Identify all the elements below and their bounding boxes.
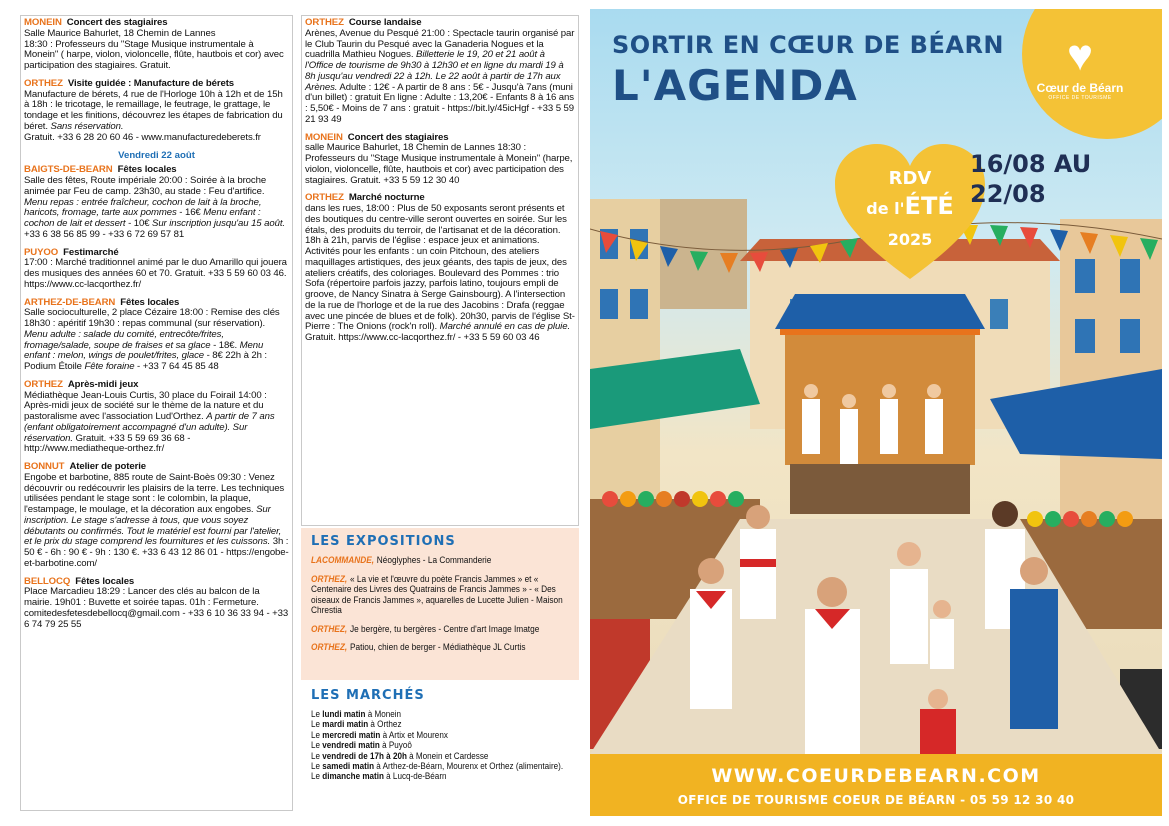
date-line-1: 16/08 AU <box>970 150 1092 178</box>
event-title: Marché nocturne <box>348 192 425 204</box>
event-title: Fêtes locales <box>75 575 135 587</box>
market-day: samedi matin <box>322 761 375 772</box>
market-prefix: Le <box>311 709 323 719</box>
event-city: ORTHEZ <box>305 192 344 204</box>
event-note: Menu enfant : melon, wings de poulet/frites, glace <box>24 339 264 362</box>
rdv-de: de l' <box>866 199 905 218</box>
event-baigts-fetes <box>24 165 289 240</box>
agenda-column-left <box>20 15 293 811</box>
event-bellocq-fetes <box>24 577 289 631</box>
event-text: Salle des fêtes, Route impériale 20:00 : Soirée à la broche animée par Feu de camp. 23h30, au stade : Feu d'artifice. <box>24 175 267 197</box>
heart-icon: ♥ <box>1066 31 1094 80</box>
event-title: Course landaise <box>348 17 422 28</box>
market-place: à Monein et Cardesse <box>406 750 489 761</box>
event-orthez-course-landaise <box>305 18 575 126</box>
event-city: MONEIN <box>24 17 62 28</box>
rdv-ete-badge <box>835 144 985 284</box>
market-prefix: Le <box>311 761 323 772</box>
event-contact: Adulte : 12€ - A partir de 8 ans : 5€ - Jusqu'à 7ans (muni d'un billet) : gratuit En ligne : Adulte : 13,20€ - Enfants 8 à 16 ans : 5,50€ - Moins de 7 ans : gratuit - https://bit.ly/45icHgf - +33 5 59 21 93 49 <box>305 81 574 125</box>
event-text: - 16€ <box>176 207 201 219</box>
market-place: à Lucq-de-Béarn <box>383 771 447 782</box>
event-text: Arènes, Avenue du Pesqué 21:00 : Spectacle taurin organisé par le Club Taurin du Pesqué avec la Ganaderia Nogues et la cuadrilla Mathieu Nogues. <box>305 27 575 61</box>
expo-item <box>311 574 567 616</box>
event-puyoo-festimarche <box>24 248 289 291</box>
event-text: dans les rues, 18:00 : Plus de 50 exposants seront présents et des boutiques du centre-ville seront ouvertes en soirée. Sur les étals, des produits du terroir, de l'artisanat et de la décoration. 18h à 21h, parvis de l'église : espace jeux et animations. Activités pour les enfants : un coin Pitchoun, des ateliers maquillages artistiques, des jeux géants, des tapis de jeux, des ateliers créatifs, des coloriages. Boulevard des Pommes : trio Sofa (répertoire parfois jazzy, parfois latino, toujours empli de groove, de Nancy Sinatra à Serge Gainsbourg). A l'intersection de la rue de l'horloge et de la rue des Jacobins : Drafa (reggae avec une pincée de blues et de folk). 20h30, parvis de l'église St-Pierre : The Onions (rock'n roll). <box>305 203 575 333</box>
market-day: lundi matin <box>322 709 366 719</box>
market-day: mercredi matin <box>322 729 381 740</box>
market-item <box>311 771 571 781</box>
market-item <box>311 709 571 719</box>
event-title: Concert des stagiaires <box>66 17 168 28</box>
market-day: dimanche matin <box>322 771 384 782</box>
expo-city: ORTHEZ, <box>311 573 348 584</box>
event-contact: 3h : 50 € - 6h : 90 € - 9h : 130 €. +33 6 43 12 86 01 - https://engobe-et-barbotine.com/ <box>24 536 289 569</box>
event-orthez-jeux <box>24 380 289 455</box>
poster-footer <box>590 754 1162 816</box>
event-city: MONEIN <box>305 131 343 143</box>
marches-panel <box>301 684 579 814</box>
event-contact: - +33 7 64 45 85 48 <box>134 361 219 372</box>
brand-logo <box>1020 31 1140 101</box>
event-text: Salle socioculturelle, 2 place Cézaire 18:00 : Remise des clés 18h30 : apéritif 19h30 : repas communal (sur réservation). <box>24 307 280 329</box>
event-title: Fêtes locales <box>117 164 177 176</box>
market-item <box>311 719 571 729</box>
event-city: ORTHEZ <box>305 17 344 28</box>
event-contact: Gratuit. +33 5 59 69 36 68 - http://www.mediatheque-orthez.fr/ <box>24 432 191 455</box>
market-place: à Puyoô <box>379 740 412 751</box>
office-contact: OFFICE DE TOURISME COEUR DE BÉARN - 05 59 12 30 40 <box>677 793 1075 807</box>
rdv-label: RDV <box>888 168 932 189</box>
event-note: Marché annulé en cas de pluie. <box>439 321 571 333</box>
agenda-column-middle <box>301 15 579 526</box>
event-orthez-marche-nocturne <box>305 193 575 344</box>
event-title: Visite guidée : Manufacture de bérets <box>67 77 235 89</box>
website-link[interactable]: WWW.COEURDEBEARN.COM <box>711 765 1041 787</box>
event-monein-concert-2 <box>305 133 575 187</box>
expo-city: ORTHEZ, <box>311 623 348 634</box>
event-text: 17:00 : Marché traditionnel animé par le duo Amarillo qui jouera des musiques des années 60 et 70. Gratuit. +33 5 59 60 03 46. https://www.cc-lacqorthez.fr/ <box>24 257 287 290</box>
market-item <box>311 740 571 750</box>
poster-panel <box>590 9 1162 816</box>
marches-title: LES MARCHÉS <box>311 688 425 703</box>
market-prefix: Le <box>311 719 323 730</box>
market-place: à Arthez-de-Béarn, Mourenx et Orthez (alimentaire). <box>374 761 564 772</box>
event-text: - 18€. <box>210 339 238 351</box>
event-note: Fête foraine <box>84 361 135 372</box>
market-prefix: Le <box>311 750 323 761</box>
event-bonnut-poterie <box>24 462 289 570</box>
event-note: Sans réservation. <box>50 120 124 132</box>
expo-city: LACOMMANDE, <box>311 555 375 565</box>
event-city: BONNUT <box>24 461 65 472</box>
event-text: salle Maurice Bahurlet, 18 Chemin de Lannes 18:30 : Professeurs du "Stage Musique instrumentale à Monein" (harpe, violon, violoncelle, flûte, hautbois et cor) avec participation des stagiaires. Gratuit. +33 5 59 12 30 40 <box>305 142 573 186</box>
poster-title: L'AGENDA <box>612 61 858 110</box>
event-note: Menu enfant : cochon de lait et dessert <box>24 207 261 229</box>
market-item <box>311 730 571 740</box>
event-text: Médiathèque Jean-Louis Curtis, 30 place du Foirail 14:00 : Après-midi jeux de société sur le thème de la nature et du pastoralisme avec l'association Lud'Orthez. <box>24 389 267 422</box>
event-note: Billetterie le 19, 20 et 21 août à l'Office de tourisme de 9h30 à 12h30 et en ligne du mardi 19 à 8h jusqu'au vendredi 22 à 12h. Le 22 août à partir de 17h aux Arènes. <box>305 49 564 93</box>
market-prefix: Le <box>311 771 323 782</box>
market-place: à Orthez <box>368 719 402 730</box>
event-text: Engobe et barbotine, 885 route de Saint-Boès 09:30 : Venez découvrir ou redécouvrir les plaisirs de la terre. Les techniques utilisées pendant le stage sont : le colombin, la plaque, l'estampage, le moulage, et la décoration aux engobes. <box>24 471 285 515</box>
event-text: Salle Maurice Bahurlet, 18 Chemin de Lannes <box>24 27 216 39</box>
event-city: PUYOO <box>24 246 59 258</box>
event-monein-concert <box>24 18 289 72</box>
event-text: - 10€ <box>125 218 150 229</box>
market-prefix: Le <box>311 729 323 740</box>
event-note: Menu adulte : salade du comité, entrecôte/frites, fromage/salade, soupe de fraises et sa glace <box>24 328 224 351</box>
date-line-2: 22/08 <box>970 180 1046 208</box>
expo-item <box>311 555 567 566</box>
expo-text: Néoglyphes - La Commanderie <box>376 555 492 565</box>
stage-roof <box>775 294 985 329</box>
event-title: Festimarché <box>63 246 119 258</box>
market-place: à Monein <box>365 709 402 719</box>
rdv-ete: ÉTÉ <box>904 192 954 220</box>
market-day: vendredi matin <box>322 740 380 751</box>
market-prefix: Le <box>311 740 323 751</box>
rdv-ete-label <box>835 192 985 220</box>
event-orthez-berets <box>24 79 289 144</box>
market-day: mardi matin <box>322 719 369 730</box>
date-range <box>970 149 1091 209</box>
event-city: ARTHEZ-DE-BEARN <box>24 296 116 308</box>
event-text: - 8€ 22h à 2h : Podium Étoile <box>24 350 267 372</box>
event-city: BELLOCQ <box>24 575 71 587</box>
event-title: Concert des stagiaires <box>347 131 449 143</box>
expo-text: « La vie et l'œuvre du poète Francis Jammes » et « Centenaire des Livres des Quatrains de Francis Jammes » - « Des oiseaux de Francis Jammes », aquarelles de Lucette Julien - Maison Chrestia <box>311 573 563 615</box>
event-note: Sur inscription. Le stage s'adresse à tous, que vous soyez débutants ou confirmés. Tout le matériel est fourni par l'atelier, et le prix du stage comprend les fournitures et les cuissons. <box>24 504 282 548</box>
market-item <box>311 761 571 771</box>
expo-item <box>311 642 567 653</box>
expositions-title: LES EXPOSITIONS <box>311 534 456 549</box>
event-note: Menu repas : entrée fraîcheur, cochon de lait à la broche, haricots, fromage, tarte aux pommes <box>24 196 262 219</box>
event-contact: Gratuit. https://www.cc-lacqorthez.fr/ - +33 5 59 60 03 46 <box>305 332 540 343</box>
event-note: Sur inscription jusqu'au 15 août. <box>152 218 285 229</box>
event-note: A partir de 7 ans (enfant obligatoirement accompagné d'un adulte). Sur réservation. <box>24 411 275 444</box>
event-text: 18:30 : Professeurs du "Stage Musique instrumentale à Monein" ( harpe, violon, violoncelle, flûte, hautbois et cor) avec participation des stagiaires. Gratuit. <box>24 38 284 71</box>
event-city: ORTHEZ <box>24 77 63 89</box>
event-title: Fêtes locales <box>120 296 180 308</box>
expo-text: Je bergère, tu bergères - Centre d'art Image Imatge <box>349 623 540 634</box>
logo-subtitle: OFFICE DE TOURISME <box>1048 95 1112 101</box>
expo-text: Patiou, chien de berger - Médiathèque JL Curtis <box>349 642 526 652</box>
event-arthez-fetes <box>24 298 289 373</box>
poster-subtitle: SORTIR EN CŒUR DE BÉARN <box>612 31 1005 59</box>
event-text: Place Marcadieu 18:29 : Lancer des clés au balcon de la mairie. 19h01 : Buvette et soirée tapas. 01h : Fermeture. comitedesfetesdebellocq@gmail.com - +33 6 10 36 33 94 - +33 6 74 79 25 55 <box>24 586 289 630</box>
event-contact: Gratuit. +33 6 28 20 60 46 - www.manufacturedeberets.fr <box>24 131 261 143</box>
market-place: à Artix et Mourenx <box>380 729 448 740</box>
event-city: ORTHEZ <box>24 378 63 390</box>
event-title: Après-midi jeux <box>67 378 139 390</box>
market-day: vendredi de 17h à 20h <box>322 750 407 761</box>
expo-item <box>311 624 567 635</box>
event-text: Manufacture de bérets, 4 rue de l'Horloge 10h à 12h et de 15h à 18h : le tricotage, le remaillage, le feutrage, le grattage, le tondage et les finitions, découvrez les étapes de fabrication du béret. <box>24 88 283 132</box>
expositions-panel <box>301 528 579 680</box>
rdv-year: 2025 <box>887 230 933 249</box>
market-item <box>311 751 571 761</box>
logo-name: Cœur de Béarn <box>1036 81 1124 95</box>
expo-city: ORTHEZ, <box>311 642 348 652</box>
day-heading: Vendredi 22 août <box>118 150 195 162</box>
event-contact: +33 6 38 56 85 99 - +33 6 72 69 57 81 <box>24 228 185 240</box>
event-title: Atelier de poterie <box>69 461 147 472</box>
event-city: BAIGTS-DE-BEARN <box>24 164 113 176</box>
